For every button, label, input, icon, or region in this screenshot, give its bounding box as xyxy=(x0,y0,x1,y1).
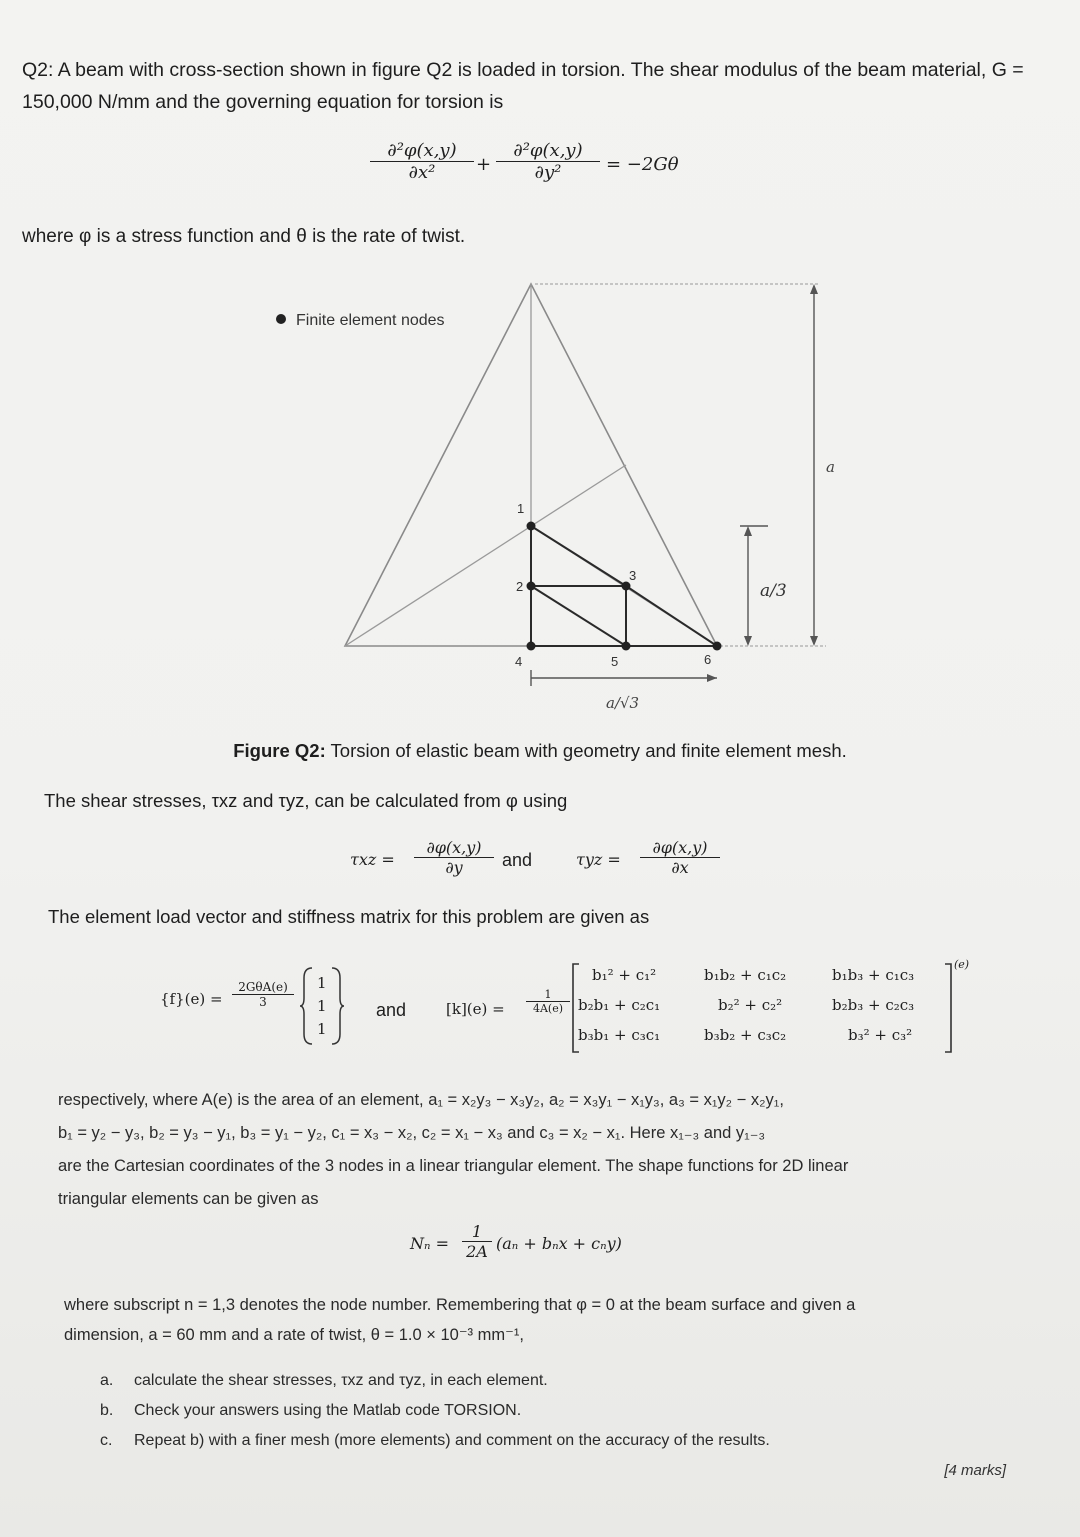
given-values-line: where subscript n = 1,3 denotes the node number. Remembering that φ = 0 at the beam surface and given a xyxy=(64,1296,856,1314)
node-6 xyxy=(713,642,722,651)
txz-lhs: τxz = xyxy=(350,850,395,869)
legend-label: Finite element nodes xyxy=(296,312,445,329)
k-entry-33: b₃² + c₃² xyxy=(848,1026,913,1044)
part-text: Repeat b) with a finer mesh (more elements) and comment on the accuracy of the results. xyxy=(134,1432,770,1449)
k-entry-11: b₁² + c₁² xyxy=(592,966,657,984)
load-vector-intro: The element load vector and stiffness matrix for this problem are given as xyxy=(48,906,650,927)
dimension-a-label: a xyxy=(826,458,835,476)
mesh-edge xyxy=(531,586,626,646)
question-parts xyxy=(100,1366,1000,1456)
and-word-matrices: and xyxy=(376,1000,407,1020)
node-label-4: 4 xyxy=(515,654,523,669)
shape-function-equation xyxy=(410,1222,710,1268)
figure-q2 xyxy=(0,268,1080,723)
dimension-base-label: a/√3 xyxy=(606,694,640,712)
k-entry-13: b₁b₃ + c₁c₃ xyxy=(832,966,915,984)
k-matrix xyxy=(570,962,954,1054)
caption-text: Torsion of elastic beam with geometry and finite element mesh. xyxy=(325,740,847,761)
mesh-edge xyxy=(626,586,717,646)
node-label-6: 6 xyxy=(704,652,712,667)
caption-label: Figure Q2: xyxy=(233,740,326,761)
k-numerator: 1 xyxy=(544,988,552,1001)
part-label: c. xyxy=(100,1432,113,1449)
figure-caption xyxy=(0,740,1080,762)
legend-node-marker xyxy=(276,314,286,324)
f-vector-entry: 1 xyxy=(317,997,327,1015)
node-5 xyxy=(622,642,631,651)
k-entry-21: b₂b₁ + c₂c₁ xyxy=(578,996,661,1014)
given-values-line: dimension, a = 60 mm and a rate of twist, θ = 1.0 × 10⁻³ mm⁻¹, xyxy=(64,1326,524,1344)
definitions-line: are the Cartesian coordinates of the 3 nodes in a linear triangular element. The shape functions for 2D linear xyxy=(58,1157,849,1175)
f-vector-entry: 1 xyxy=(317,1020,327,1038)
shear-stress-intro: The shear stresses, τxz and τyz, can be calculated from φ using xyxy=(44,790,568,811)
shape-lhs: Nₙ = xyxy=(410,1234,449,1253)
definitions-line: b₁ = y₂ − y₃, b₂ = y₃ − y₁, b₃ = y₁ − y₂, c₁ = x₃ − x₂, c₂ = x₁ − x₃ and c₃ = x₂ − x₁. Here x₁₋₃ and y₁₋₃ xyxy=(58,1124,766,1142)
tyz-numerator: ∂φ(x,y) xyxy=(652,838,708,857)
element-matrices xyxy=(160,958,980,1058)
shape-denominator: 2A xyxy=(462,1241,492,1261)
part-b xyxy=(100,1396,1000,1426)
k-coefficient xyxy=(526,988,570,1015)
given-values xyxy=(64,1290,1024,1350)
shape-rhs: (aₙ + bₙx + cₙy) xyxy=(496,1234,622,1253)
part-a xyxy=(100,1366,1000,1396)
stress-function-note: where φ is a stress function and θ is the rate of twist. xyxy=(22,226,466,247)
part-text: calculate the shear stresses, τxz and τyz, in each element. xyxy=(134,1372,548,1389)
node-label-1: 1 xyxy=(517,501,525,516)
f-lhs: {f}(e) = xyxy=(160,990,223,1008)
node-1 xyxy=(527,522,536,531)
dimension-arrow xyxy=(810,284,818,294)
eq-plus: + xyxy=(476,154,492,175)
txz-fraction xyxy=(414,838,494,877)
k-lhs: [k](e) = xyxy=(446,1000,505,1018)
dimension-arrow xyxy=(744,526,752,536)
dimension-arrow xyxy=(744,636,752,646)
f-coefficient xyxy=(232,980,294,1009)
eq-term2 xyxy=(496,140,600,183)
question-intro: Q2: A beam with cross-section shown in figure Q2 is loaded in torsion. The shear modulus of the beam material, G = 150,000 N/mm and the governing equation for torsion is xyxy=(22,59,1024,113)
part-label: a. xyxy=(100,1372,114,1389)
tyz-lhs: τyz = xyxy=(576,850,621,869)
k-superscript: (e) xyxy=(954,958,970,971)
node-label-5: 5 xyxy=(611,654,619,669)
dimension-arrow xyxy=(707,674,717,682)
txz-denominator: ∂y xyxy=(414,857,494,877)
k-entry-31: b₃b₁ + c₃c₁ xyxy=(578,1026,661,1044)
shape-fraction xyxy=(462,1222,492,1261)
f-vector-entry: 1 xyxy=(317,974,327,992)
marks-allocation: [4 marks] xyxy=(944,1462,1006,1479)
and-word: and xyxy=(502,850,533,870)
f-numerator: 2GθA(e) xyxy=(238,980,288,994)
eq-term1-denominator: ∂x² xyxy=(370,161,474,183)
governing-equation xyxy=(370,140,730,210)
k-entry-22: b₂² + c₂² xyxy=(718,996,783,1014)
part-label: b. xyxy=(100,1402,114,1419)
dimension-arrow xyxy=(810,636,818,646)
mesh-diagram xyxy=(0,268,1080,718)
f-denominator: 3 xyxy=(232,994,294,1009)
eq-term2-numerator: ∂²φ(x,y) xyxy=(513,140,583,161)
k-entry-32: b₃b₂ + c₃c₂ xyxy=(704,1026,787,1044)
node-2 xyxy=(527,582,536,591)
shear-stress-equations xyxy=(350,838,730,888)
coefficient-definitions xyxy=(58,1084,1018,1216)
eq-rhs: = −2Gθ xyxy=(606,154,679,175)
eq-term1 xyxy=(370,140,474,183)
shape-numerator: 1 xyxy=(471,1222,483,1241)
part-text: Check your answers using the Matlab code TORSION. xyxy=(134,1402,522,1419)
mesh-edge xyxy=(531,526,626,586)
node-label-3: 3 xyxy=(629,568,637,583)
eq-term1-numerator: ∂²φ(x,y) xyxy=(387,140,457,161)
definitions-line: triangular elements can be given as xyxy=(58,1190,319,1208)
k-entry-23: b₂b₃ + c₂c₃ xyxy=(832,996,915,1014)
eq-term2-denominator: ∂y² xyxy=(496,161,600,183)
definitions-line: respectively, where A(e) is the area of an element, a₁ = x₂y₃ − x₃y₂, a₂ = x₃y₁ − x₁y₃, a₃ = x₁y₂ − x₂y₁, xyxy=(58,1091,784,1109)
node-label-2: 2 xyxy=(516,579,524,594)
tyz-denominator: ∂x xyxy=(640,857,720,877)
k-entry-12: b₁b₂ + c₁c₂ xyxy=(704,966,787,984)
f-vector xyxy=(300,966,344,1046)
tyz-fraction xyxy=(640,838,720,877)
node-4 xyxy=(527,642,536,651)
txz-numerator: ∂φ(x,y) xyxy=(426,838,482,857)
part-c xyxy=(100,1426,1000,1456)
k-denominator: 4A(e) xyxy=(526,1001,570,1015)
dimension-a3-label: a/3 xyxy=(760,581,787,601)
